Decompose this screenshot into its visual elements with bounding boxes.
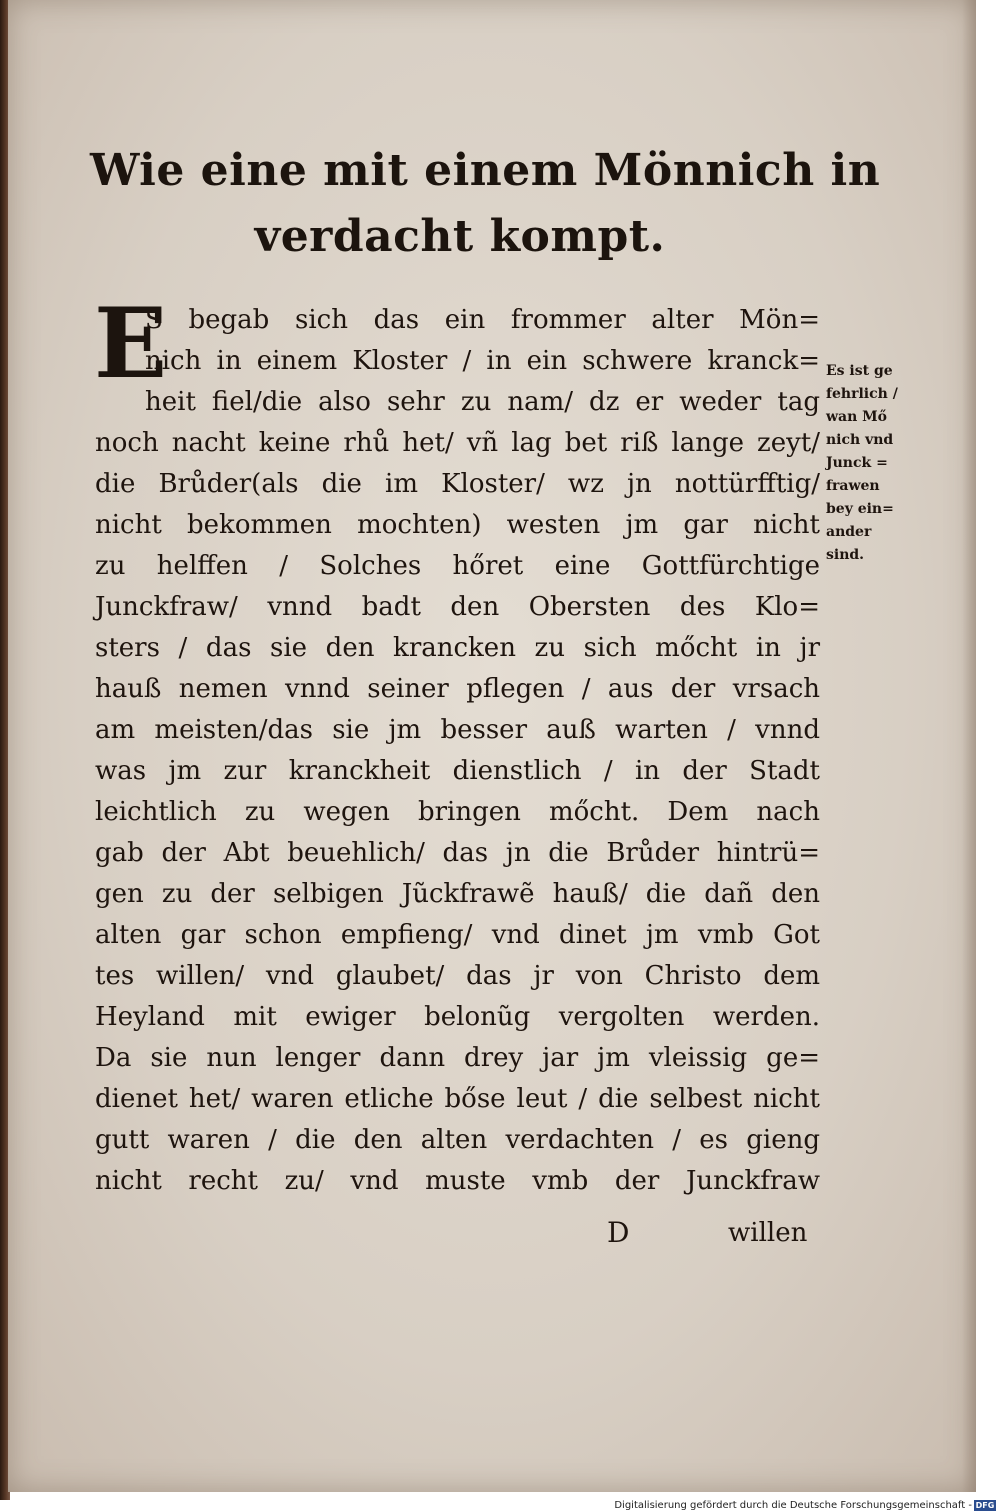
text-line: gutt waren / die den alten verdachten / es gieng [95, 1125, 820, 1155]
text-line: hauß nemen vnnd seiner pflegen / aus der vrsach [95, 674, 820, 704]
text-line: sters / das sie den krancken zu sich mőcht in jr [95, 633, 820, 663]
text-line: Heyland mit ewiger belonũg vergolten werden. [95, 1002, 820, 1032]
text-line: noch nacht keine rhů het/ vñ lag bet riß lange zeyt/ [95, 428, 820, 458]
text-line: gab der Abt beuehlich/ das jn die Brůder hintrü= [95, 838, 820, 868]
margin-line: bey ein= [826, 501, 894, 517]
title-line-2: verdacht kompt. [254, 211, 666, 262]
marginal-note [826, 360, 936, 567]
text-line: leichtlich zu wegen bringen mőcht. Dem nach [95, 797, 820, 827]
signature-mark: D [607, 1216, 630, 1249]
title-line-1: Wie eine mit einem Mönnich in [90, 145, 881, 196]
dfg-logo: DFG [975, 1501, 995, 1510]
margin-line: nich vnd [826, 432, 894, 448]
text-line: dienet het/ waren etliche bőse leut / die selbest nicht [95, 1084, 820, 1114]
drop-cap-initial: E [94, 287, 168, 400]
text-line: am meisten/das sie jm besser auß warten / vnnd [95, 715, 820, 745]
text-line: nicht bekommen mochten) westen jm gar nicht [95, 510, 820, 540]
text-line: nich in einem Kloster / in ein schwere kranck= [145, 346, 820, 376]
text-line: nicht recht zu/ vnd muste vmb der Junckfraw [95, 1166, 820, 1196]
page-title [90, 138, 881, 270]
text-line: gen zu der selbigen Jũckfrawẽ hauß/ die dañ den [95, 879, 820, 909]
margin-line: Es ist ge [826, 363, 893, 379]
text-line: die Brůder(als die im Kloster/ wz jn nottürfftig/ [95, 469, 820, 499]
text-line: Junckfraw/ vnnd badt den Obersten des Klo= [95, 592, 820, 622]
margin-line: ander [826, 524, 872, 540]
text-line: Da sie nun lenger dann drey jar jm vleissig ge= [95, 1043, 820, 1073]
margin-line: sind. [826, 547, 865, 563]
footer-credit: Digitalisierung gefördert durch die Deutsche Forschungsgemeinschaft - [614, 1500, 972, 1511]
text-line: heit fiel/die also sehr zu nam/ dz er weder tag [145, 387, 820, 417]
text-line: zu helffen / Solches hőret eine Gottfürchtige [95, 551, 820, 581]
text-line: alten gar schon empfieng/ vnd dinet jm vmb Got [95, 920, 820, 950]
text-line: was jm zur kranckheit dienstlich / in der Stadt [95, 756, 820, 786]
margin-line: frawen [826, 478, 880, 494]
text-line: tes willen/ vnd glaubet/ das jr von Christo dem [95, 961, 820, 991]
margin-line: Junck = [826, 455, 888, 471]
margin-line: wan Mő [826, 409, 888, 425]
text-line: S begab sich das ein frommer alter Mön= [145, 305, 820, 335]
catchword: willen [728, 1218, 808, 1248]
margin-line: fehrlich / [826, 386, 898, 402]
